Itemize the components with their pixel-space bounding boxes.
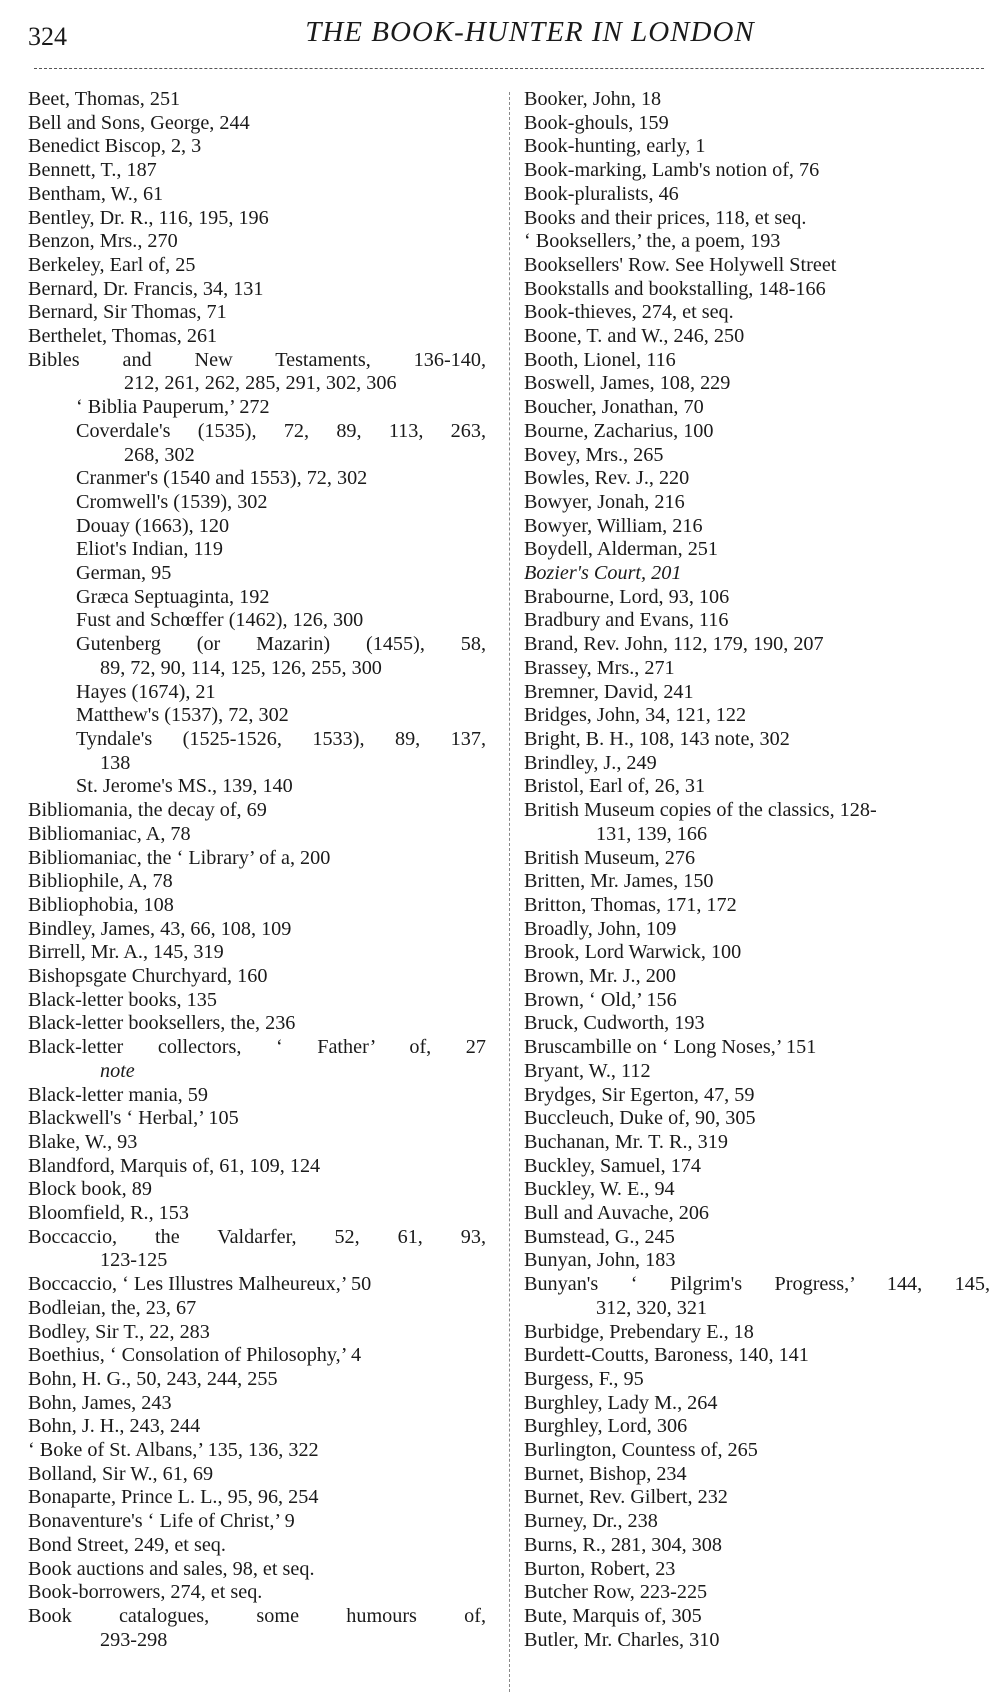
index-entry: Boccaccio, ‘ Les Illustres Malheureux,’ 50 bbox=[28, 1273, 372, 1296]
index-entry: Bolland, Sir W., 61, 69 bbox=[28, 1462, 214, 1485]
index-column-left bbox=[28, 88, 486, 1652]
index-entry: German, 95 bbox=[76, 562, 172, 585]
index-entry: ‘ Biblia Pauperum,’ 272 bbox=[76, 396, 270, 419]
index-entry: Blake, W., 93 bbox=[28, 1130, 138, 1153]
index-entry: Bunyan's ‘ Pilgrim's Progress,’ 144, 145, bbox=[524, 1273, 990, 1296]
index-entry: Boucher, Jonathan, 70 bbox=[524, 396, 704, 419]
index-entry: Butcher Row, 223-225 bbox=[524, 1581, 708, 1604]
index-entry: Books and their prices, 118, et seq. bbox=[524, 206, 807, 229]
index-entry: Bonaparte, Prince L. L., 95, 96, 254 bbox=[28, 1486, 319, 1509]
index-entry: Britten, Mr. James, 150 bbox=[524, 870, 714, 893]
index-entry: Burlington, Countess of, 265 bbox=[524, 1439, 758, 1462]
index-entry: Bourne, Zacharius, 100 bbox=[524, 419, 714, 442]
index-entry: Berkeley, Earl of, 25 bbox=[28, 253, 196, 276]
index-entry: Boswell, James, 108, 229 bbox=[524, 372, 731, 395]
index-entry: Eliot's Indian, 119 bbox=[76, 538, 223, 561]
index-entry: Bernard, Dr. Francis, 34, 131 bbox=[28, 277, 264, 300]
index-entry: Burbidge, Prebendary E., 18 bbox=[524, 1320, 754, 1343]
index-entry: Book-marking, Lamb's notion of, 76 bbox=[524, 159, 820, 182]
index-entry: 268, 302 bbox=[124, 443, 195, 466]
index-entry: Boydell, Alderman, 251 bbox=[524, 538, 718, 561]
index-entry: Brassey, Mrs., 271 bbox=[524, 656, 675, 679]
index-entry: note bbox=[100, 1059, 135, 1082]
index-entry: Brand, Rev. John, 112, 179, 190, 207 bbox=[524, 633, 824, 656]
index-entry: Book-hunting, early, 1 bbox=[524, 135, 706, 158]
index-entry: Gutenberg (or Mazarin) (1455), 58, bbox=[76, 633, 486, 656]
index-entry: Benedict Biscop, 2, 3 bbox=[28, 135, 202, 158]
index-entry: Burghley, Lord, 306 bbox=[524, 1415, 688, 1438]
index-entry: Bond Street, 249, et seq. bbox=[28, 1533, 226, 1556]
index-entry: Booth, Lionel, 116 bbox=[524, 348, 676, 371]
index-entry: 212, 261, 262, 285, 291, 302, 306 bbox=[124, 372, 397, 395]
running-head: THE BOOK-HUNTER IN LONDON bbox=[305, 16, 755, 48]
index-entry: Douay (1663), 120 bbox=[76, 514, 230, 537]
index-entry: Bentley, Dr. R., 116, 195, 196 bbox=[28, 206, 269, 229]
index-entry: Matthew's (1537), 72, 302 bbox=[76, 704, 289, 727]
index-entry: Black-letter mania, 59 bbox=[28, 1083, 208, 1106]
index-entry: Burnet, Rev. Gilbert, 232 bbox=[524, 1486, 728, 1509]
index-entry: Bennett, T., 187 bbox=[28, 159, 157, 182]
index-entry: 123-125 bbox=[100, 1249, 168, 1272]
index-entry: St. Jerome's MS., 139, 140 bbox=[76, 775, 293, 798]
index-entry: Bonaventure's ‘ Life of Christ,’ 9 bbox=[28, 1510, 295, 1533]
index-entry: Burney, Dr., 238 bbox=[524, 1510, 658, 1533]
index-entry: Burdett-Coutts, Baroness, 140, 141 bbox=[524, 1344, 809, 1367]
index-entry: Black-letter booksellers, the, 236 bbox=[28, 1012, 296, 1035]
index-entry: 293-298 bbox=[100, 1628, 168, 1651]
index-entry: Bloomfield, R., 153 bbox=[28, 1202, 189, 1225]
index-entry: Bovey, Mrs., 265 bbox=[524, 443, 664, 466]
index-entry: ‘ Boke of St. Albans,’ 135, 136, 322 bbox=[28, 1439, 319, 1462]
index-entry: Benzon, Mrs., 270 bbox=[28, 230, 178, 253]
index-entry: Cromwell's (1539), 302 bbox=[76, 490, 268, 513]
index-entry: Bohn, H. G., 50, 243, 244, 255 bbox=[28, 1367, 278, 1390]
index-entry: Birrell, Mr. A., 145, 319 bbox=[28, 941, 224, 964]
index-entry: ‘ Booksellers,’ the, a poem, 193 bbox=[524, 230, 781, 253]
index-entry: Brown, Mr. J., 200 bbox=[524, 965, 676, 988]
index-entry: Bowyer, William, 216 bbox=[524, 514, 703, 537]
index-entry: Bentham, W., 61 bbox=[28, 182, 164, 205]
index-entry: Bohn, James, 243 bbox=[28, 1391, 172, 1414]
index-column-right bbox=[524, 88, 990, 1652]
index-entry: Brown, ‘ Old,’ 156 bbox=[524, 988, 677, 1011]
index-entry: Brook, Lord Warwick, 100 bbox=[524, 941, 742, 964]
index-entry: Bute, Marquis of, 305 bbox=[524, 1605, 702, 1627]
index-entry: Bibliomaniac, the ‘ Library’ of a, 200 bbox=[28, 846, 331, 869]
index-entry: Bradbury and Evans, 116 bbox=[524, 609, 729, 632]
index-entry: Burghley, Lady M., 264 bbox=[524, 1391, 718, 1414]
index-entry: Bristol, Earl of, 26, 31 bbox=[524, 775, 706, 798]
index-entry: Bryant, W., 112 bbox=[524, 1059, 651, 1082]
index-entry: British Museum copies of the classics, 128- bbox=[524, 799, 877, 822]
header-rule bbox=[34, 68, 984, 69]
index-entry: Book-ghouls, 159 bbox=[524, 111, 669, 134]
index-entry: Buckley, Samuel, 174 bbox=[524, 1154, 701, 1177]
index-entry: Bishopsgate Churchyard, 160 bbox=[28, 965, 268, 988]
index-entry: Brydges, Sir Egerton, 47, 59 bbox=[524, 1083, 755, 1106]
index-entry: Bindley, James, 43, 66, 108, 109 bbox=[28, 917, 292, 940]
index-entry: Book-borrowers, 274, et seq. bbox=[28, 1581, 263, 1604]
index-entry: Bibliophobia, 108 bbox=[28, 893, 174, 916]
index-entry: Book-pluralists, 46 bbox=[524, 182, 679, 205]
index-entry: Bookstalls and bookstalling, 148-166 bbox=[524, 277, 826, 300]
index-entry: 131, 139, 166 bbox=[596, 822, 708, 845]
index-entry: Blackwell's ‘ Herbal,’ 105 bbox=[28, 1107, 239, 1130]
index-entry: Tyndale's (1525-1526, 1533), 89, 137, bbox=[76, 727, 486, 750]
index-entry: Boccaccio, the Valdarfer, 52, 61, 93, bbox=[28, 1225, 486, 1248]
index-entry: Bernard, Sir Thomas, 71 bbox=[28, 301, 227, 324]
index-entry: Bibliophile, A, 78 bbox=[28, 870, 173, 893]
index-entry: Butler, Mr. Charles, 310 bbox=[524, 1628, 720, 1651]
index-entry: Buccleuch, Duke of, 90, 305 bbox=[524, 1107, 756, 1130]
index-entry: Bunyan, John, 183 bbox=[524, 1249, 676, 1272]
index-entry: Brabourne, Lord, 93, 106 bbox=[524, 585, 730, 608]
index-entry: Black-letter collectors, ‘ Father’ of, 27 bbox=[28, 1036, 486, 1059]
index-entry: Block book, 89 bbox=[28, 1178, 152, 1201]
index-entry: Bibliomaniac, A, 78 bbox=[28, 822, 191, 845]
index-entry: Buchanan, Mr. T. R., 319 bbox=[524, 1130, 728, 1153]
index-entry: Burnet, Bishop, 234 bbox=[524, 1462, 687, 1485]
index-entry: Cranmer's (1540 and 1553), 72, 302 bbox=[76, 467, 368, 490]
index-entry: Bumstead, G., 245 bbox=[524, 1225, 675, 1248]
index-entry: 138 bbox=[100, 751, 131, 774]
index-entry: Bowyer, Jonah, 216 bbox=[524, 490, 685, 513]
index-entry: Book auctions and sales, 98, et seq. bbox=[28, 1557, 315, 1580]
index-entry: Black-letter books, 135 bbox=[28, 988, 217, 1011]
index-entry: Bruck, Cudworth, 193 bbox=[524, 1012, 705, 1035]
index-entry: Bright, B. H., 108, 143 note, 302 bbox=[524, 727, 790, 750]
index-entry: Bozier's Court, 201 bbox=[524, 562, 682, 585]
index-entry: 89, 72, 90, 114, 125, 126, 255, 300 bbox=[100, 656, 382, 679]
index-entry: Blandford, Marquis of, 61, 109, 124 bbox=[28, 1154, 321, 1177]
page-number: 324 bbox=[28, 22, 67, 51]
index-entry: Buckley, W. E., 94 bbox=[524, 1178, 675, 1201]
index-entry: Booker, John, 18 bbox=[524, 88, 662, 110]
index-entry: Britton, Thomas, 171, 172 bbox=[524, 893, 737, 916]
index-entry: Bohn, J. H., 243, 244 bbox=[28, 1415, 201, 1438]
index-entry: Fust and Schœffer (1462), 126, 300 bbox=[76, 609, 364, 632]
index-entry: Bremner, David, 241 bbox=[524, 680, 694, 703]
index-entry: Burton, Robert, 23 bbox=[524, 1557, 676, 1580]
index-entry: Berthelet, Thomas, 261 bbox=[28, 325, 218, 348]
index-entry: Bell and Sons, George, 244 bbox=[28, 111, 250, 134]
index-entry: Bowles, Rev. J., 220 bbox=[524, 467, 690, 490]
index-entry: British Museum, 276 bbox=[524, 846, 696, 869]
index-entry: Bruscambille on ‘ Long Noses,’ 151 bbox=[524, 1036, 817, 1059]
index-entry: Boone, T. and W., 246, 250 bbox=[524, 325, 745, 348]
index-entry: Book-thieves, 274, et seq. bbox=[524, 301, 734, 324]
index-entry: Bull and Auvache, 206 bbox=[524, 1202, 710, 1225]
index-entry: Coverdale's (1535), 72, 89, 113, 263, bbox=[76, 419, 486, 442]
index-entry: Bodley, Sir T., 22, 283 bbox=[28, 1320, 210, 1343]
index-entry: Bibles and New Testaments, 136-140, bbox=[28, 348, 486, 371]
index-entry: Burgess, F., 95 bbox=[524, 1367, 644, 1390]
index-entry: Broadly, John, 109 bbox=[524, 917, 677, 940]
index-entry: 312, 320, 321 bbox=[596, 1296, 708, 1319]
index-entry: Boethius, ‘ Consolation of Philosophy,’ 4 bbox=[28, 1344, 362, 1367]
index-entry: Burns, R., 281, 304, 308 bbox=[524, 1533, 722, 1556]
index-entry: Bridges, John, 34, 121, 122 bbox=[524, 704, 747, 727]
index-entry: Bibliomania, the decay of, 69 bbox=[28, 799, 267, 822]
index-entry: Bodleian, the, 23, 67 bbox=[28, 1296, 197, 1319]
index-entry: Brindley, J., 249 bbox=[524, 751, 657, 774]
index-entry: Beet, Thomas, 251 bbox=[28, 88, 181, 110]
index-entry: Booksellers' Row. See Holywell Street bbox=[524, 253, 837, 276]
index-entry: Græca Septuaginta, 192 bbox=[76, 585, 270, 608]
index-entry: Hayes (1674), 21 bbox=[76, 680, 216, 703]
index-entry: Book catalogues, some humours of, bbox=[28, 1605, 486, 1627]
column-divider bbox=[509, 92, 510, 1692]
